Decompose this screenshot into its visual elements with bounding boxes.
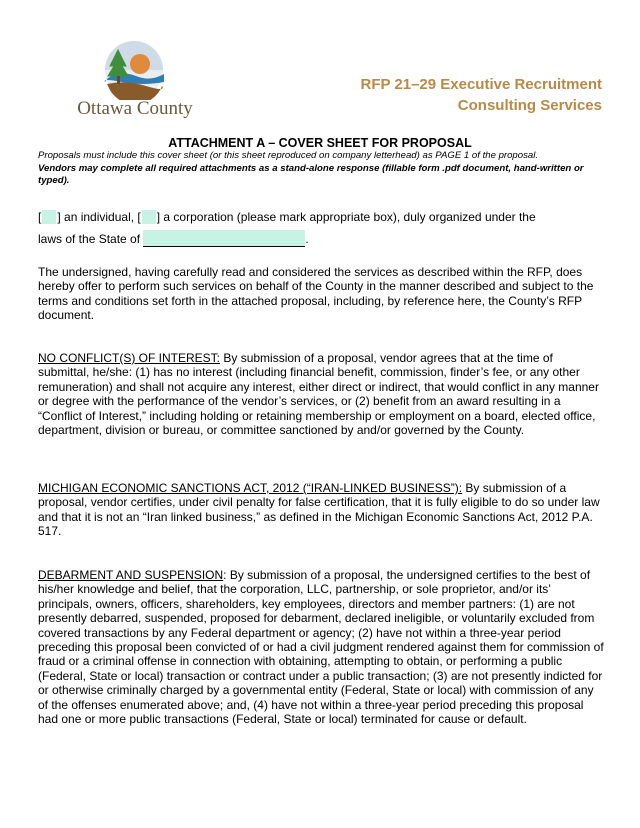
debarment-heading: DEBARMENT AND SUSPENSION (38, 568, 224, 582)
individual-checkbox[interactable] (42, 210, 56, 224)
state-input[interactable] (143, 230, 305, 247)
rfp-title-line-1: RFP 21–29 Executive Recruitment (360, 76, 602, 93)
corporation-checkbox[interactable] (142, 210, 156, 224)
rfp-title-line-2: Consulting Services (457, 97, 602, 114)
ottawa-county-logo (70, 40, 200, 128)
rfp-title (360, 74, 602, 116)
logo-emblem-icon (102, 40, 166, 100)
sanctions-paragraph: MICHIGAN ECONOMIC SANCTIONS ACT, 2012 (“IRAN-LINKED BUSINESS”): By submission of a proposal, vendor certifies, under civil penalty for false certification, that it is fully eligible to do so under law and that it is not an “Iran linked business,” as defined in the Michigan Economic Sanctions Act, 2012 P.A. 517. (38, 481, 600, 539)
note-line-2: Vendors may complete all required attachments as a stand-alone response (fillable form .pdf document, hand-written or typed). (38, 162, 584, 186)
note-line-1: Proposals must include this cover sheet (or this sheet reproduced on company letterhead) as PAGE 1 of the proposal. (38, 150, 539, 161)
attachment-title: ATTACHMENT A – COVER SHEET FOR PROPOSAL (168, 136, 472, 150)
instruction-note (38, 150, 608, 188)
debarment-paragraph: DEBARMENT AND SUSPENSION: By submission of a proposal, the undersigned certifies to the best of his/her knowledge and belief, that the corporation, LLC, partnership, or sole proprietor, and/or its’ principals, owners, officers, shareholders, key employees, directors and member partners: (1) are not presently debarred, suspended, proposed for debarment, declared ineligible, or voluntarily excluded from covered transactions by any Federal department or agency; (2) have not within a three-year period preceding this proposal been convicted of or had a civil judgment rendered against them for commission of fraud or a criminal offense in connection with obtaining, attempting to obtain, or performing a public (Federal, State or local) transaction or contract under a public transaction; (3) are not presently indicted for or otherwise criminally charged by a governmental entity (Federal, State or local) with commission of any of the offenses enumerated above; and, (4) have not within a three-year period preceding this proposal had one or more public transactions (Federal, State or local) terminated for cause or default. (38, 568, 604, 727)
logo-wordmark: Ottawa County (77, 98, 193, 119)
organization-type-statement: [ ] an individual, [ ] a corporation (please mark appropriate box), duly organized under the laws of the State of . (38, 210, 536, 246)
conflict-heading: NO CONFLICT(S) OF INTEREST: (38, 351, 221, 365)
intro-paragraph: The undersigned, having carefully read and considered the services as described within the RFP, does hereby offer to perform such services on behalf of the County in the manner described and subject to the terms and conditions set forth in the attached proposal, including, by reference here, the County’s RFP document. (38, 265, 594, 323)
conflict-of-interest-paragraph: NO CONFLICT(S) OF INTEREST: By submission of a proposal, vendor agrees that at the time of submittal, he/she: (1) has no interest (including financial benefit, commission, finder’s fee, or any other remuneration) and shall not acquire any interest, either direct or indirect, that would conflict in any manner or degree with the performance of the vendor’s services, or (2) benefit from an award resulting in a “Conflict of Interest,” including holding or retaining membership or employment on a board, elected office, department, division or bureau, or committee sanctioned by and/or governed by the County. (38, 351, 599, 438)
sanctions-heading: MICHIGAN ECONOMIC SANCTIONS ACT, 2012 (“IRAN-LINKED BUSINESS”): (38, 481, 463, 495)
